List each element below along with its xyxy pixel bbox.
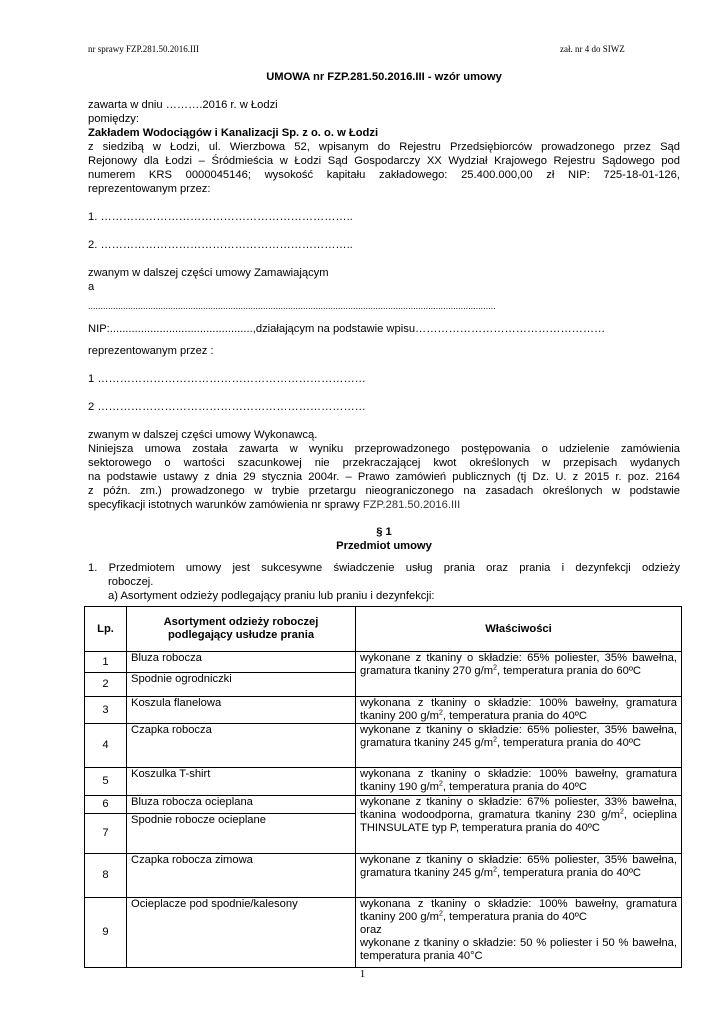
header-case-number: nr sprawy FZP.281.50.2016.III [88,44,199,54]
row-name: Czapka robocza zimowa [127,854,356,898]
row-name: Bluza robocza [127,652,356,673]
intro-date-line: zawarta w dniu ……….2016 r. w Łodzi [88,99,278,111]
row-properties: wykonane z tkaniny o składzie: 65% poliester, 35% bawełna, gramatura tkaniny 270 $g/m^2$, temperatura prania do 60ºC [356,652,682,697]
row-lp: 7 [85,814,127,854]
col-header-properties: Właściwości [356,607,682,652]
company-desc-line: Rejonowy dla Łodzi – Śródmieścia w Łodzi Sąd Gospodarczy XX Wydział Krajowego Rejestru Sądowego pod [88,155,680,167]
contractor-dots-line: ................................................................................................................................................................... [88,301,496,311]
agreement-paragraph-line: Niniejsza umowa została zawarta w wyniku przeprowadzonego postępowania o udzielenie zamówienia [88,443,680,455]
section-title: Przedmiot umowy [336,540,432,552]
section-number: § 1 [376,526,392,538]
row-properties: wykonane z tkaniny o składzie: 65% poliester, 35% bawełna, gramatura tkaniny 245 $g/m^2$, temperatura prania do 40ºC [356,854,682,898]
table-row [85,768,682,796]
header-attachment: zał. nr 4 do SIWZ [560,44,625,54]
row-name: Czapka robocza [127,724,356,768]
representative-2: 2. ………………………………………………………….. [88,239,353,251]
row-properties: wykonane z tkaniny o składzie: 65% poliester, 35% bawełna, gramatura tkaniny 245 $g/m^2$, temperatura prania do 40ºC [356,724,682,768]
row-lp: 8 [85,854,127,898]
row-properties: wykonane z tkaniny o składzie: 67% poliester, 33% bawełna, tkanina wodoodporna, gramatura tkaniny 230 $g/m^2$, ocieplina THINSULATE typ P, temperatura prania do 40ºC [356,796,682,854]
company-name: Zakładem Wodociągów i Kanalizacji Sp. z o. o. w Łodzi [88,127,379,139]
col-header-assortment: Asortyment odzieży roboczej podlegający usłudze prania [127,607,356,652]
row-name: Spodnie ogrodniczki [127,673,356,697]
table-row [85,796,682,814]
representative-1: 1. ………………………………………………………….. [88,211,353,223]
table-row [85,724,682,768]
zamawiajacy-line: zwanym w dalszej części umowy Zamawiającym [88,267,329,279]
row-name: Bluza robocza ocieplana [127,796,356,814]
table-row [85,854,682,898]
row-lp: 2 [85,673,127,697]
case-reference: FZP.281.50.2016.III [362,499,461,511]
garment-table [84,606,682,968]
row-lp: 6 [85,796,127,814]
row-properties: wykonana z tkaniny o składzie: 100% bawełny, gramatura tkaniny 190 $g/m^2$, temperatura prania do 40ºC [356,768,682,796]
contractor-rep-2: 2 ……………………………………………………………… [88,401,366,413]
company-desc-line: z siedzibą w Łodzi, ul. Wierzbowa 52, wpisanym do Rejestru Przedsiębiorców prowadzonego przez Sąd [88,141,680,153]
intro-between: pomiędzy: [88,113,139,125]
row-properties: wykonana z tkaniny o składzie: 100% bawełny, gramatura tkaniny 200 $g/m^2$, temperatura prania do 40ºC [356,697,682,724]
item-1-line: 1. Przedmiotem umowy jest sukcesywne świadczenie usług prania oraz prania i dezynfekcji odzieży [88,562,680,574]
row-name: Koszulka T-shirt [127,768,356,796]
row-properties: wykonana z tkaniny o składzie: 100% bawełny, gramatura tkaniny 200 $g/m^2$, temperatura prania do 40ºC oraz wykonane z tkaniny o składzie: 50 % poliester i 50 % bawełna, temperatura prania 40°C [356,898,682,968]
row-lp: 9 [85,898,127,968]
row-lp: 4 [85,724,127,768]
represented-by: reprezentowanym przez : [88,345,214,357]
row-lp: 1 [85,652,127,673]
table-row [85,898,682,968]
spec-text: specyfikacji istotnych warunków zamówienia nr sprawy [88,499,363,511]
agreement-paragraph-line: z późn. zm.) prowadzonego w trybie przetargu nieograniczonego na zasadach określonych w podstawie [88,485,680,497]
contractor-rep-1: 1 ……………………………………………………………… [88,373,366,385]
and-line: a [88,281,95,293]
row-name: Ocieplacze pod spodnie/kalesony [127,898,356,968]
document-title: UMOWA nr FZP.281.50.2016.III - wzór umowy [266,71,502,83]
table-row [85,652,682,673]
agreement-paragraph-last [88,498,680,512]
sub-item-a: a) Asortyment odzieży podlegający praniu lub praniu i dezynfekcji: [108,590,435,602]
row-name: Spodnie robocze ocieplane [127,814,356,854]
company-desc-line: reprezentowanym przez: [88,183,211,195]
page-number: 1 [359,968,366,980]
item-1-continuation: roboczej. [108,576,154,588]
agreement-paragraph-line: sektorowego o wartości szacunkowej nie przekraczającej kwot określonych w przepisach wydanych [88,457,680,469]
row-lp: 3 [85,697,127,724]
row-name: Koszula flanelowa [127,697,356,724]
row-lp: 5 [85,768,127,796]
col-header-lp: Lp. [85,607,127,652]
agreement-paragraph-line: na podstawie ustawy z dnia 29 stycznia 2004r. – Prawo zamówień publicznych (tj Dz. U. z 2015 r. poz. 2164 [88,471,680,483]
company-desc-line: numerem KRS 0000045146; wysokość kapitału zakładowego: 25.400.000,00 zł NIP: 725-18-01-126, [88,169,680,181]
nip-line: NIP:..............................................,działającym na podstawie wpisu…………………………………………… [88,323,606,335]
wykonawca-line: zwanym w dalszej części umowy Wykonawcą. [88,429,318,441]
table-row [85,697,682,724]
table-header-row [85,607,682,652]
